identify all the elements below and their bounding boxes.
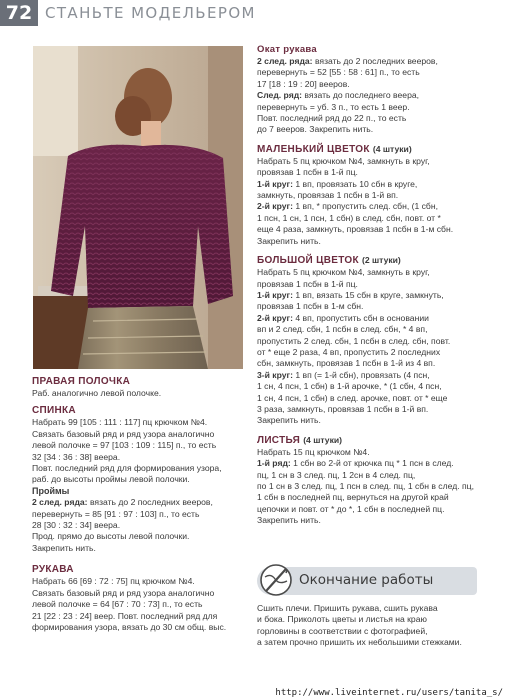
big-flower-title: БОЛЬШОЙ ЦВЕТОК (2 штуки) [257, 255, 401, 267]
finish-line: Сшить плечи. Пришить рукава, сшить рукава [257, 603, 438, 613]
sleeve-title: РУКАВА [32, 564, 74, 576]
page-number: 72 [0, 0, 38, 26]
small-flower-line: Закрепить нить. [257, 235, 321, 246]
big-flower-line: Закрепить нить. [257, 415, 321, 426]
sleeve-cap-line: Повт. последний ряд до 22 п., то есть [257, 113, 407, 124]
sleeve-cap-title: Окат рукава [257, 44, 318, 55]
big-flower-line: 1-й круг: 1 вп, вязать 15 сбн в круге, замкнуть, [257, 289, 444, 300]
big-flower-line: от * еще 2 раза, 4 вп, пропустить 2 последних [257, 346, 441, 357]
big-flower-line: пропустить 2 след. сбн, 1 псбн в след. сбн, повт. [257, 335, 451, 346]
finish-line: горловины в соответствии с фотографией, [257, 625, 428, 636]
back-title: СПИНКА [32, 405, 76, 417]
big-flower-line: Набрать 5 пц крючком №4, замкнуть в круг, [257, 267, 430, 278]
right-front-title: ПРАВАЯ ПОЛОЧКА [32, 376, 131, 387]
left-column [32, 376, 244, 633]
finish-banner [257, 567, 477, 595]
sleeve-cap-line: до 7 вееров. Закрепить нить. [257, 124, 374, 135]
crochet-hook-icon [259, 563, 293, 597]
armholes-line: перевернуть = 85 [91 : 97 : 103] п., то есть [32, 508, 200, 519]
back-line: левой полочке = 97 [103 : 109 : 115] п., то есть [32, 440, 217, 451]
leaves-line: цепочки и повт. от * до *, 1 сбн в последней пц. [257, 503, 445, 514]
armholes-title: Проймы [32, 485, 70, 496]
small-flower-line: 1-й круг: 1 вп, провязать 10 сбн в круге, [257, 178, 418, 189]
finish-line: и бока. Приколоть цветы и листья на краю [257, 614, 427, 625]
small-flower-line: провязав 1 псбн в 1-й пц. [257, 167, 358, 178]
finish-title: Окончание работы [299, 572, 434, 588]
small-flower-line: 2-й круг: 1 вп, * пропустить след. сбн, (1 сбн, [257, 201, 438, 212]
leaves-line: 1-й ряд: 1 сбн во 2-й от крючка пц * 1 псн в след. [257, 458, 454, 469]
armholes-line: 2 след. ряда: вязать до 2 последних вееров, [32, 497, 213, 508]
small-flower-line: еще 4 раза, замкнуть, провязав 1 псбн в 1-м сбн. [257, 224, 454, 235]
big-flower-line: провязав 1 псбн в 1-й пц. [257, 278, 358, 289]
sleeve-cap-line: перевернуть = уб. 3 п., то есть 1 веер. [257, 101, 410, 112]
big-flower-line: 2-й круг: 4 вп, пропустить сбн в основании [257, 312, 429, 323]
sleeve-cap-line: 2 след. ряда: вязать до 2 последних вееров, [257, 56, 438, 66]
armholes-line: Закрепить нить. [32, 542, 96, 553]
sleeve-line: левой полочке = 64 [67 : 70 : 73] п., то есть [32, 599, 203, 610]
big-flower-line: вп и 2 след. сбн, 1 псбн в след. сбн, * 4 вп, [257, 324, 428, 335]
back-line: 32 [34 : 36 : 38] веера. [32, 451, 121, 462]
right-front-text: Раб. аналогично левой полочке. [32, 388, 162, 398]
small-flower-line: Набрать 5 пц крючком №4, замкнуть в круг, [257, 155, 430, 166]
back-line: Связать базовый ряд и ряд узора аналогично [32, 428, 215, 439]
back-line: Набрать 99 [105 : 111 : 117] пц крючком №4. [32, 417, 208, 428]
sleeve-line: 21 [22 : 23 : 24] веер. Повт. последний ряд для [32, 610, 218, 621]
cardigan-illustration [33, 46, 243, 369]
sleeve-cap-line: След. ряд: вязать до последнего веера, [257, 90, 420, 101]
big-flower-line: 1 сн, 4 псн, 1 сбн) в след. арочке, повт. от * еще [257, 392, 448, 403]
armholes-line: 28 [30 : 32 : 34] веера. [32, 520, 121, 531]
sleeve-line: формирования узора, вязать до 30 см общ. выс. [32, 621, 227, 632]
sleeve-cap-line: 17 [18 : 19 : 20] вееров. [257, 78, 350, 89]
leaves-line: по 1 сн в 3 след. пц, 1 псн в след. пц, 1 сбн в след. пц, [257, 481, 474, 491]
finish-section [257, 567, 477, 649]
leaves-title: ЛИСТЬЯ (4 штуки) [257, 434, 343, 446]
source-url: http://www.liveinternet.ru/users/tanita_s/ [275, 688, 503, 698]
page-header-title: СТАНЬТЕ МОДЕЛЬЕРОМ [45, 4, 256, 22]
back-line: раб. до высоты проймы левой полочки. [32, 474, 190, 485]
sleeve-line: Набрать 66 [69 : 72 : 75] пц крючком №4. [32, 576, 195, 587]
back-line: Повт. последний ряд для формирования узора, [32, 463, 222, 474]
big-flower-line: провязав 1 псбн в 1-м сбн. [257, 301, 364, 312]
big-flower-line: 3 раза, замкнуть, провязав 1 псбн в 1-й вп. [257, 403, 429, 414]
sleeve-line: Связать базовый ряд и ряд узора аналогично [32, 587, 215, 598]
big-flower-line: 3-й круг: 1 вп (= 1-й сбн), провязать (4 псн, [257, 369, 430, 380]
big-flower-line: 1 сн, 4 псн, 1 сбн) в 1-й арочке, * (1 сбн, 4 псн, [257, 381, 442, 392]
small-flower-title: МАЛЕНЬКИЙ ЦВЕТОК (4 штуки) [257, 143, 412, 155]
leaves-line: 1 сбн в последней пц, вернуться на другой край [257, 492, 449, 503]
armholes-line: Прод. прямо до высоты левой полочки. [32, 531, 190, 542]
leaves-line: пц, 1 сн в 3 след. пц, 1 2сн в 4 след. пц, [257, 469, 416, 480]
small-flower-line: 1 псн, 1 сн, 1 псн, 1 сбн) в след. сбн, повт. от * [257, 212, 441, 223]
finish-line: а затем прочно пришить их небольшими стежками. [257, 637, 462, 648]
right-column [257, 44, 477, 527]
small-flower-line: замкнуть, провязав 1 псбн в 1-й вп. [257, 190, 399, 201]
model-photo [33, 46, 243, 369]
leaves-line: Закрепить нить. [257, 515, 321, 526]
big-flower-line: сбн, замкнуть, провязав 1 псбн в 1-й из 4 вп. [257, 358, 436, 369]
sleeve-cap-line: перевернуть = 52 [55 : 58 : 61] п., то есть [257, 67, 420, 78]
leaves-line: Набрать 15 пц крючком №4. [257, 446, 370, 457]
